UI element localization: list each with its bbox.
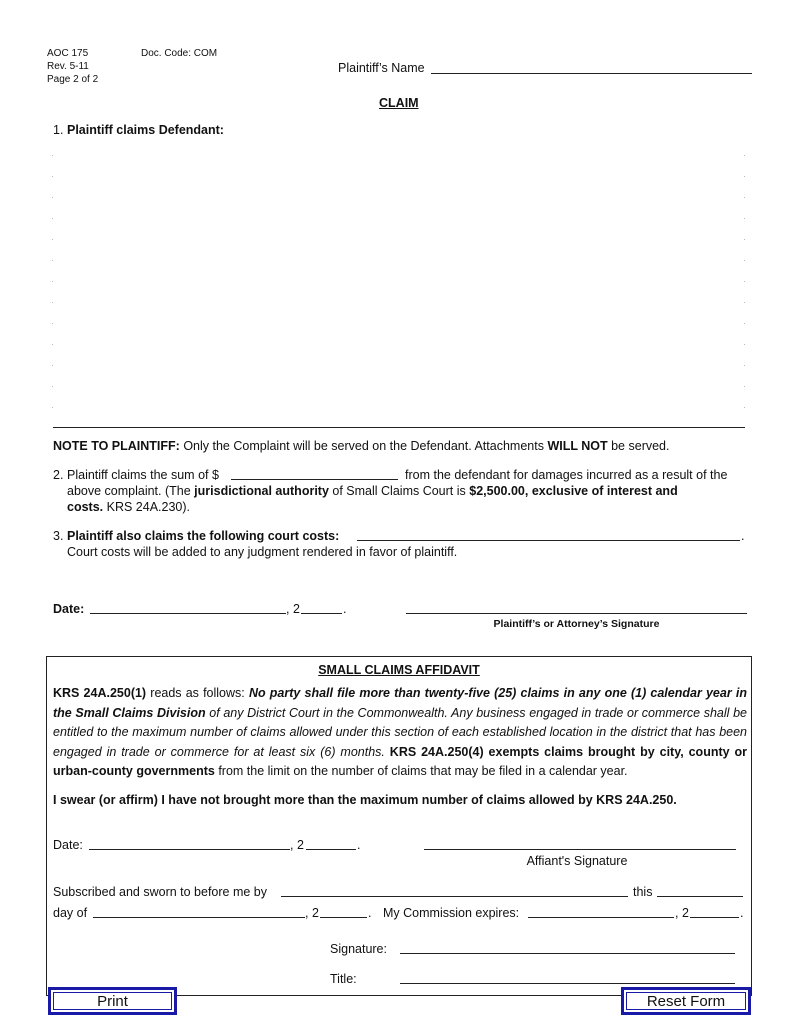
item2-text-b: from the defendant for damages incurred as a result of the (405, 468, 728, 482)
court-costs-field[interactable] (357, 540, 740, 541)
notary-title-line[interactable] (400, 983, 735, 984)
claim-date-label: Date: (53, 602, 85, 616)
plaintiff-name-label: Plaintiff’s Name (338, 61, 425, 75)
claim-date-field[interactable] (90, 613, 286, 614)
revision: Rev. 5-11 (47, 61, 89, 72)
claim-date-year-prefix: , 2 (286, 602, 300, 616)
claim-title: CLAIM (379, 96, 419, 110)
item3-number: 3. (53, 529, 64, 543)
item2-bold3: costs. (67, 500, 104, 514)
commission-year-field[interactable] (690, 917, 739, 918)
page-number: Page 2 of 2 (47, 74, 99, 85)
affidavit-date-label: Date: (53, 838, 83, 852)
notary-title-label: Title: (330, 972, 357, 986)
claim-area-bottom-line (53, 427, 745, 428)
item2-line2 (67, 483, 678, 499)
note-text1: Only the Complaint will be served on the Defendant. Attachments (183, 439, 544, 453)
day-of-period: . (368, 906, 372, 920)
claim-description-area[interactable] (51, 140, 746, 426)
commission-expires-field[interactable] (528, 917, 674, 918)
subscribed-by-field[interactable] (281, 896, 628, 897)
affidavit-date-period: . (357, 838, 361, 852)
plaintiff-signature-label (406, 618, 747, 630)
item2-text-e: KRS 24A.230). (106, 500, 191, 514)
affiant-signature-line[interactable] (424, 849, 736, 850)
item2-text-a: Plaintiff claims the sum of $ (67, 468, 219, 482)
item1-label: Plaintiff claims Defendant: (67, 123, 224, 137)
notary-signature-line[interactable] (400, 953, 735, 954)
note-text2: be served. (611, 439, 670, 453)
note-to-plaintiff (53, 438, 669, 454)
commission-label: My Commission expires: (383, 906, 520, 920)
this-day-field[interactable] (657, 896, 743, 897)
day-of-field[interactable] (93, 917, 305, 918)
note-bold: WILL NOT (547, 439, 608, 453)
quote-italic: of any District Court in the Commonwealth. Any business engaged in trade or commerce shall be entitled to the maximum number of claims allowed under this section of each established location in the district that has been engaged in trade or commerce for at least six (6) months. (53, 705, 747, 759)
day-of-year-prefix: , 2 (305, 906, 319, 920)
item2-number: 2. (53, 468, 64, 482)
claim-date-period: . (343, 602, 347, 616)
this-label: this (633, 885, 653, 899)
doc-code: Doc. Code: COM (141, 48, 218, 59)
affidavit-date-year-prefix: , 2 (290, 838, 304, 852)
day-of-year-field[interactable] (320, 917, 367, 918)
commission-year-prefix: , 2 (675, 906, 689, 920)
affidavit-date-field[interactable] (89, 849, 290, 850)
item1-number: 1. (53, 123, 64, 137)
plaintiff-signature-line[interactable] (406, 613, 747, 614)
claim-date-year-field[interactable] (301, 613, 342, 614)
quote-bold-italic: No party shall file more than twenty-five (25) claims in any one (1) calendar year in the Small Claims Division (53, 686, 747, 720)
form-number: AOC 175 (47, 48, 89, 59)
reset-form-button[interactable] (621, 987, 751, 1015)
plaintiff-signature-caption: Plaintiff’s or Attorney’s Signature (493, 618, 660, 630)
claim-sum-field[interactable] (231, 479, 398, 480)
plaintiff-name-field[interactable] (431, 73, 752, 74)
item2-text-c: above complaint. (The (67, 484, 191, 498)
item2-text-d: of Small Claims Court is (332, 484, 466, 498)
affidavit-title: SMALL CLAIMS AFFIDAVIT (318, 663, 480, 677)
krs4-rest: from the limit on the number of claims that may be filed in a calendar year. (218, 764, 628, 778)
item2-line3 (67, 499, 190, 515)
affidavit-date-year-field[interactable] (306, 849, 356, 850)
item2-bold1: jurisdictional authority (194, 484, 329, 498)
notary-signature-label: Signature: (330, 942, 387, 956)
print-button[interactable] (48, 987, 177, 1015)
reads-as-follows: reads as follows: (150, 686, 245, 700)
item3-label: Plaintiff also claims the following court costs: (67, 529, 340, 543)
day-of-label: day of (53, 906, 88, 920)
reset-button-label: Reset Form (646, 992, 726, 1010)
print-button-label: Print (97, 992, 128, 1010)
item2-bold2: $2,500.00, exclusive of interest and (469, 484, 678, 498)
item3-period: . (741, 529, 745, 543)
commission-period: . (740, 906, 744, 920)
affiant-signature-label: Affiant's Signature (526, 854, 628, 868)
item3-note: Court costs will be added to any judgment rendered in favor of plaintiff. (67, 545, 458, 559)
note-label: NOTE TO PLAINTIFF: (53, 439, 180, 453)
affidavit-krs-paragraph (53, 684, 747, 782)
swear-statement: I swear (or affirm) I have not brought more than the maximum number of claims allowed by KRS 24A.250. (53, 793, 677, 807)
krs-24a-250-4: KRS 24A.250(4) exempts claims brought by city, county or urban-county governments (53, 744, 747, 778)
subscribed-label: Subscribed and sworn to before me by (53, 885, 268, 899)
krs-24a-250-1: KRS 24A.250(1) (53, 686, 147, 700)
